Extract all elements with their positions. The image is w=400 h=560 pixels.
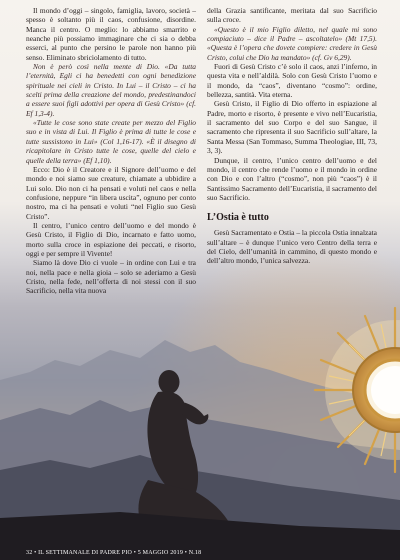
page-footer: 32 • IL SETTIMANALE DI PADRE PIO • 5 MAGGIO 2019 • N.18	[26, 550, 202, 556]
text-column-right	[207, 6, 377, 266]
paragraph: Gesù Sacramentato e Ostia – la piccola Ostia innalzata sull’altare – è dunque l’unico vero Centro della terra e del Cielo, dell’umanità in cammino, di questo mondo e dell’altro mondo, l’unica salvezza.	[207, 228, 377, 266]
section-heading: L’Ostia è tutto	[207, 212, 269, 224]
paragraph: Fuori di Gesù Cristo c’è solo il caos, anzi l’inferno, in questa vita e nell’aldilà. Solo con Gesù Cristo l’uomo e il mondo, da “caos”, diventano “cosmo”: ordine, bellezza, santità. Vita eterna.	[207, 62, 377, 100]
paragraph: Il centro, l’unico centro dell’uomo e del mondo è Gesù Cristo, il Figlio di Dio, incarnato e fatto uomo, morto sulla croce in espiazione dei peccati, e risorto, oggi e per sempre il Vivente!	[26, 220, 196, 258]
quote-paragraph: Non è però così nella mente di Dio. «Da tutta l’eternità, Egli ci ha benedetti con ogni benedizione spirituale nei cieli in Cristo. In Lui – il Cristo – ci ha scelti prima della creazione del mondo, predestinandoci a essere suoi figli adottivi per opera di Gesù Cristo» (cf. Ef 1,3-4).	[26, 62, 196, 118]
text-column-left	[26, 6, 196, 296]
paragraph: della Grazia santificante, meritata dal suo Sacrificio sulla croce.	[207, 6, 377, 25]
paragraph: Gesù Cristo, il Figlio di Dio offerto in espiazione al Padre, morto e risorto, è presente e vivo nell’Eucaristia, il sacramento del suo Corpo e del suo Sangue, il sacramento che ripresenta il suo Sacrificio sull’altare, la Santa Messa (San Tommaso, Summa Theologiae, III, 73, 3, 3).	[207, 99, 377, 156]
paragraph: Dunque, il centro, l’unico centro dell’uomo e del mondo, il centro che rende l’uomo e il mondo in ordine con Dio e con l’altro (“cosmo”, non più “caos”) è il Santissimo Sacramento dell’Eucaristia, il sacramento del suo Sacrificio.	[207, 155, 377, 202]
paragraph: Ecco: Dio è il Creatore e il Signore dell’uomo e del mondo e noi siamo sue creature, chiamate a ubbidire a Lui solo. Dio non ci ha pensati e voluti nel caos e nella confusione, neppure “in libera uscita”, ognuno per conto nostro, ma ci ha pensati e voluti “nel Figlio suo Gesù Cristo”.	[26, 164, 196, 221]
quote-paragraph: «Tutte le cose sono state create per mezzo del Figlio suo e in vista di Lui. Il Figlio è prima di tutte le cose e tutte sussistono in Lui» (Col 1,16-17). «È il disegno di ricapitolare in Cristo tutte le cose, quelle del cielo e quelle della terra» (Ef 1,10).	[26, 118, 196, 165]
quote-paragraph: «Questo è il mio Figlio diletto, nel quale mi sono compiaciuto – dice il Padre – ascoltatelo» (Mt 17,5). «Questa è l’opera che dovete compiere: credere in Gesù Cristo, colui che Dio ha mandato» (cf. Gv 6,29).	[207, 24, 377, 62]
paragraph: Siamo là dove Dio ci vuole – in ordine con Lui e tra noi, nella pace e nella gioia – solo se aderiamo a Gesù Cristo, nella fede, nell’offerta di noi stessi con il suo Sacrificio, nella vita nuova	[26, 258, 196, 296]
paragraph: Il mondo d’oggi – singolo, famiglia, lavoro, società – spesso è soltanto più il caos, confusione, disordine. Manca il centro. O meglio: lo abbiamo smarrito e neanche più possiamo immaginare che ci sia o debba esserci, al punto che persino le parole non hanno più senso. Eliminato sbriciolamento di tutto.	[26, 6, 196, 62]
